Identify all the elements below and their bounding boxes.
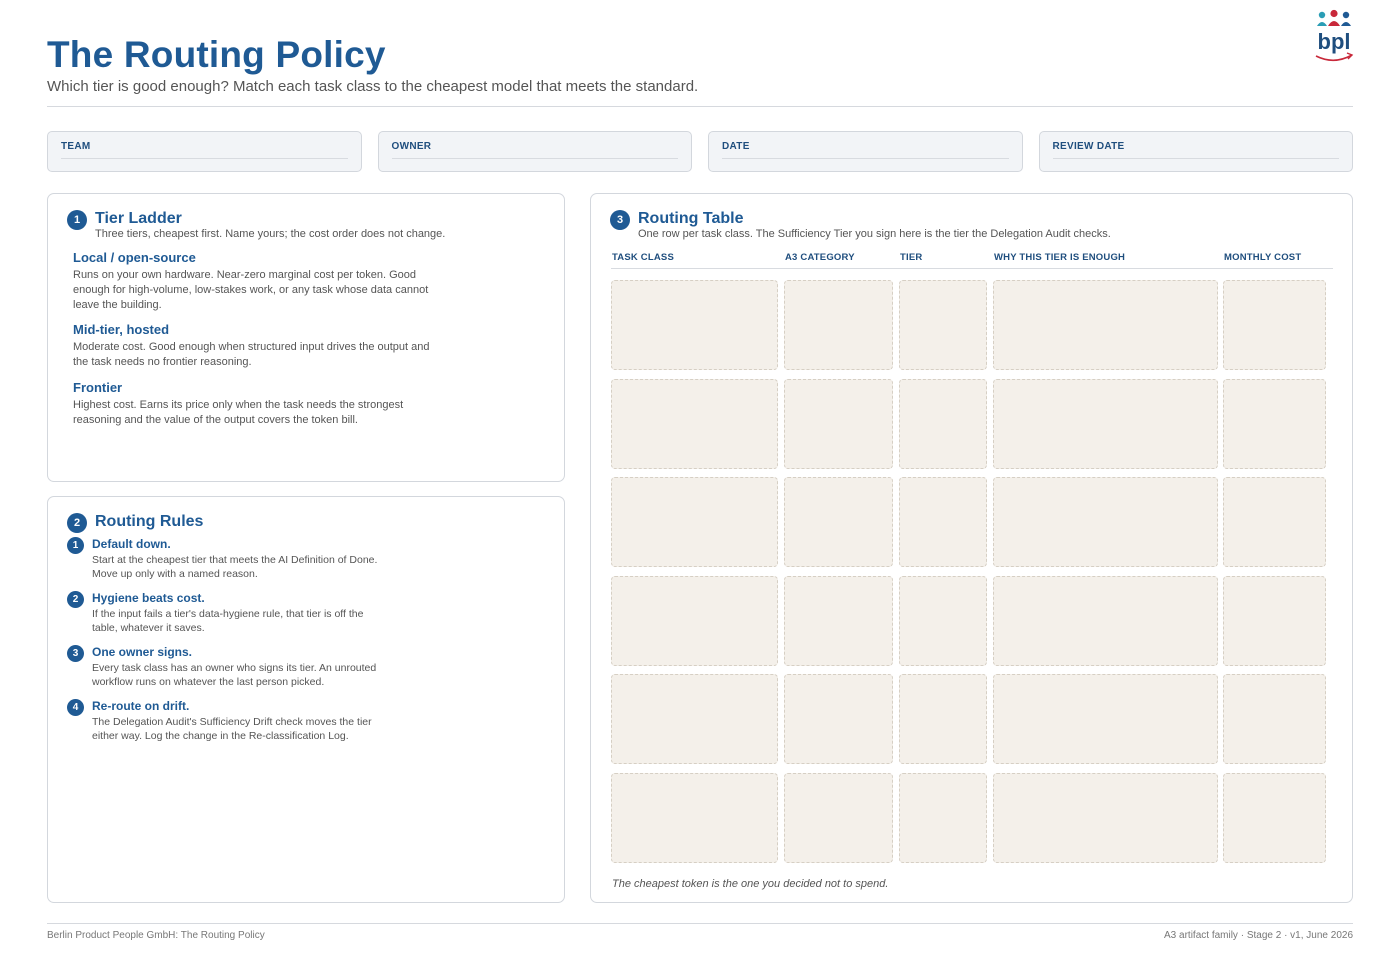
monthly-cost-cell[interactable] (1223, 773, 1326, 863)
table-header-divider (611, 268, 1333, 269)
footer-right: A3 artifact family · Stage 2 · v1, June 2026 (1164, 930, 1353, 941)
tier-description: Highest cost. Earns its price only when the task needs the strongest reasoning and the value of the output covers the token bill. (73, 399, 404, 426)
why-enough-cell[interactable] (993, 674, 1218, 764)
column-header-why-enough: WHY THIS TIER IS ENOUGH (994, 252, 1126, 263)
routing-table-description: One row per task class. The Sufficiency Tier you sign here is the tier the Delegation Audit checks. (638, 228, 1111, 240)
routing-rules-panel (47, 496, 565, 903)
meta-fields (47, 131, 1353, 172)
rule-description: The Delegation Audit's Sufficiency Drift check moves the tier either way. Log the change in the Re-classification Log. (92, 716, 372, 742)
tier-cell[interactable] (899, 379, 987, 469)
rule-description: Every task class has an owner who signs its tier. An unrouted workflow runs on whatever the last person picked. (92, 662, 377, 688)
tier-cell[interactable] (899, 576, 987, 666)
rule-number-badge: 4 (67, 699, 84, 716)
footer-divider (47, 923, 1353, 924)
footer-left: Berlin Product People GmbH: The Routing Policy (47, 930, 265, 941)
routing-table-title: Routing Table (638, 210, 744, 227)
a3-category-cell[interactable] (784, 379, 893, 469)
monthly-cost-cell[interactable] (1223, 280, 1326, 370)
routing-table-panel (590, 193, 1353, 903)
section-number-badge: 3 (610, 210, 630, 230)
why-enough-cell[interactable] (993, 773, 1218, 863)
monthly-cost-cell[interactable] (1223, 379, 1326, 469)
column-header-a3-category: A3 CATEGORY (785, 252, 855, 263)
tier-description: Moderate cost. Good enough when structured input drives the output and the task needs no frontier reasoning. (73, 341, 430, 368)
rule-name: Default down. (92, 537, 171, 551)
rule-name: Re-route on drift. (92, 699, 190, 713)
svg-text:bpl: bpl (1317, 29, 1351, 54)
owner-field[interactable] (378, 131, 693, 172)
rule-description: Start at the cheapest tier that meets the AI Definition of Done. Move up only with a named reason. (92, 554, 378, 580)
page-title: The Routing Policy (47, 34, 386, 75)
rule-number-badge: 3 (67, 645, 84, 662)
task-class-cell[interactable] (611, 379, 778, 469)
why-enough-cell[interactable] (993, 576, 1218, 666)
monthly-cost-cell[interactable] (1223, 477, 1326, 567)
task-class-cell[interactable] (611, 674, 778, 764)
routing-rules-title: Routing Rules (95, 513, 204, 530)
team-field[interactable] (47, 131, 362, 172)
date-field[interactable] (708, 131, 1023, 172)
rule-number-badge: 2 (67, 591, 84, 608)
task-class-cell[interactable] (611, 773, 778, 863)
why-enough-cell[interactable] (993, 379, 1218, 469)
task-class-cell[interactable] (611, 280, 778, 370)
column-header-monthly-cost: MONTHLY COST (1224, 252, 1302, 263)
tier-name: Mid-tier, hosted (73, 322, 170, 337)
column-header-task-class: TASK CLASS (612, 252, 674, 263)
review-date-label: REVIEW DATE (1052, 141, 1125, 152)
rule-name: Hygiene beats cost. (92, 591, 205, 605)
a3-category-cell[interactable] (784, 576, 893, 666)
task-class-cell[interactable] (611, 576, 778, 666)
section-number-badge: 1 (67, 210, 87, 230)
a3-category-cell[interactable] (784, 674, 893, 764)
monthly-cost-cell[interactable] (1223, 576, 1326, 666)
bpl-logo (1312, 9, 1356, 67)
rule-description: If the input fails a tier's data-hygiene rule, that tier is off the table, whatever it saves. (92, 608, 364, 634)
date-label: DATE (722, 141, 750, 152)
why-enough-cell[interactable] (993, 477, 1218, 567)
a3-category-cell[interactable] (784, 280, 893, 370)
column-header-tier: TIER (900, 252, 923, 263)
team-label: TEAM (61, 141, 91, 152)
tier-name: Local / open-source (73, 250, 196, 265)
page-subtitle: Which tier is good enough? Match each task class to the cheapest model that meets the standard. (47, 78, 699, 95)
monthly-cost-cell[interactable] (1223, 674, 1326, 764)
owner-label: OWNER (391, 141, 432, 152)
tier-ladder-description: Three tiers, cheapest first. Name yours; the cost order does not change. (95, 228, 446, 240)
task-class-cell[interactable] (611, 477, 778, 567)
tier-description: Runs on your own hardware. Near-zero marginal cost per token. Good enough for high-volume, low-stakes work, or any task whose data cannot leave the building. (73, 269, 429, 311)
a3-category-cell[interactable] (784, 773, 893, 863)
tier-cell[interactable] (899, 477, 987, 567)
rule-number-badge: 1 (67, 537, 84, 554)
section-number-badge: 2 (67, 513, 87, 533)
tier-name: Frontier (73, 380, 123, 395)
tier-cell[interactable] (899, 674, 987, 764)
tier-ladder-panel (47, 193, 565, 482)
header-divider (47, 106, 1353, 107)
a3-category-cell[interactable] (784, 477, 893, 567)
tier-cell[interactable] (899, 280, 987, 370)
footer-quote: The cheapest token is the one you decided not to spend. (612, 878, 889, 890)
tier-ladder-title: Tier Ladder (95, 210, 182, 227)
rule-name: One owner signs. (92, 645, 193, 659)
tier-cell[interactable] (899, 773, 987, 863)
review-date-field[interactable] (1039, 131, 1354, 172)
why-enough-cell[interactable] (993, 280, 1218, 370)
